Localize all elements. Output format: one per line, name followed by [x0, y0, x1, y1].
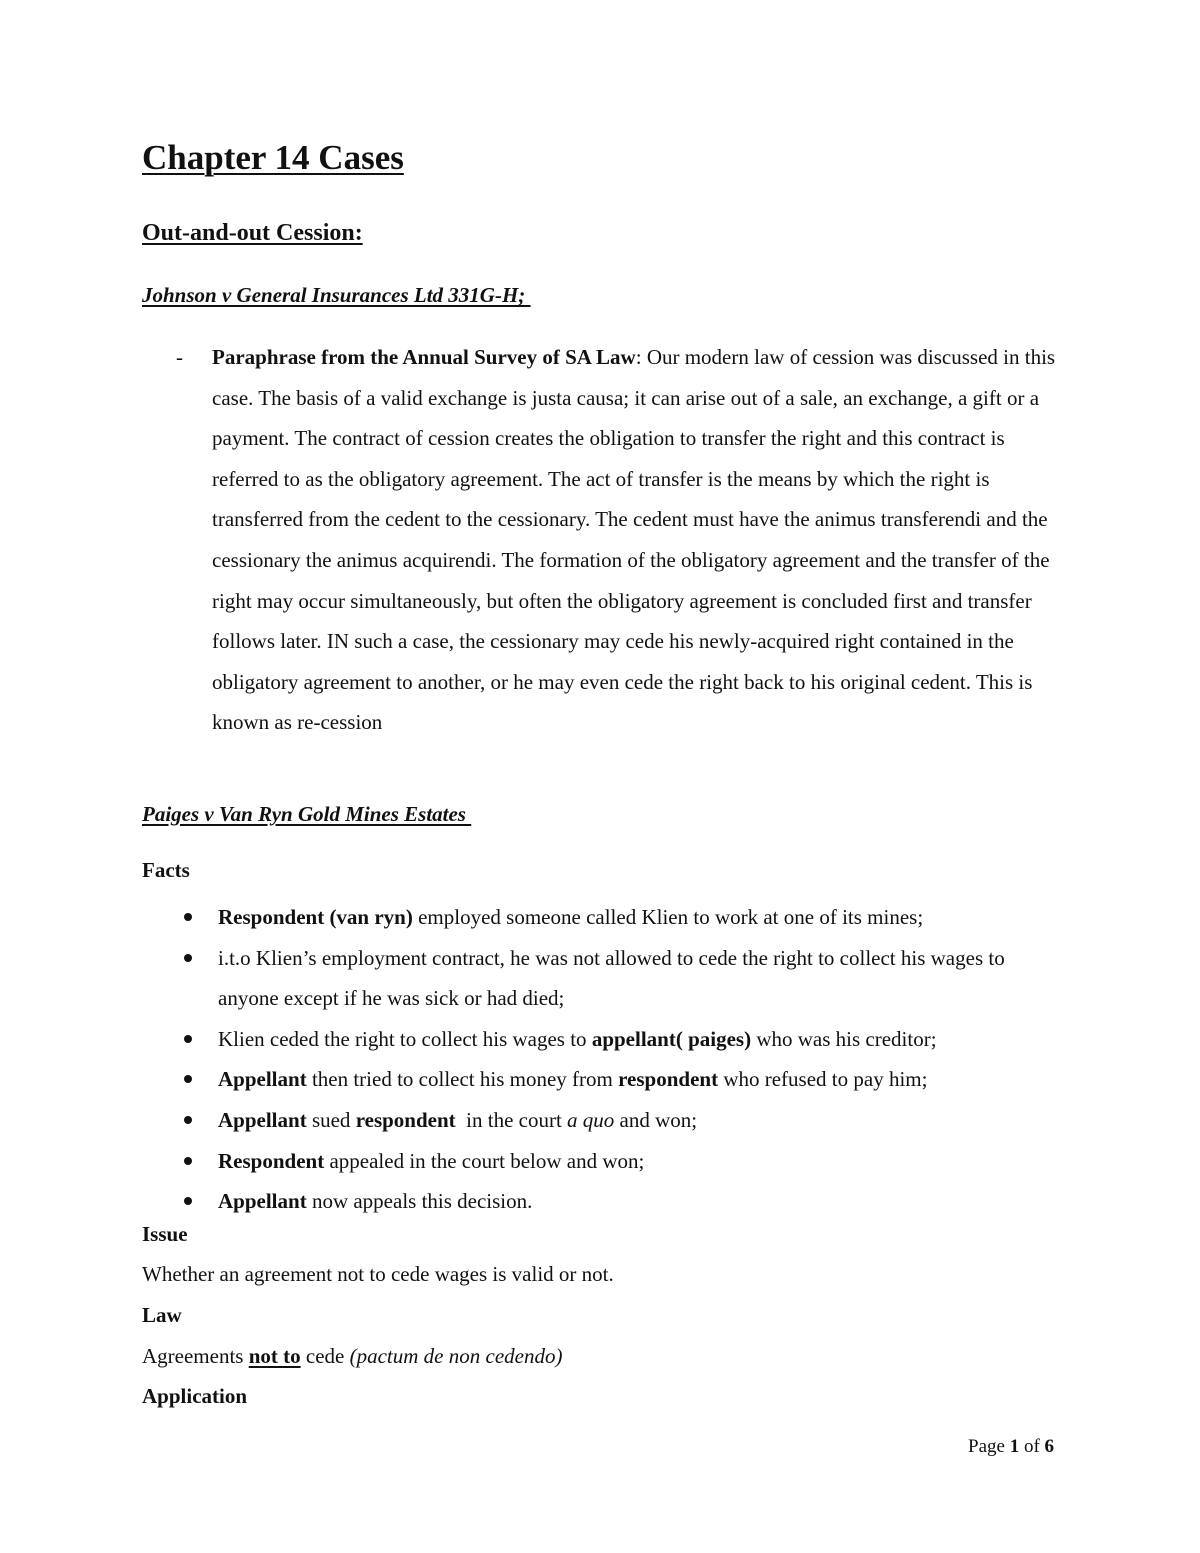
- case-summary-paragraph: [212, 337, 1062, 743]
- bullet-icon: [184, 954, 192, 962]
- page-title: Chapter 14 Cases: [142, 138, 404, 177]
- list-item: Respondent (van ryn) employed someone called Klien to work at one of its mines;: [0, 897, 1038, 938]
- list-item: Appellant sued respondent in the court a quo and won;: [0, 1100, 1038, 1141]
- summary-text: : Our modern law of cession was discussed in this case. The basis of a valid exchange is justa causa; it can arise out of a sale, an exchange, a gift or a payment. The contract of cession creates the obligation to transfer the right and this contract is referred to as the obligatory agreement. The act of transfer is the means by which the right is transferred from the cedent to the cessionary. The cedent must have the animus transferendi and the cessionary the animus acquirendi. The formation of the obligatory agreement and the transfer of the right may occur simultaneously, but often the obligatory agreement is concluded first and transfer follows later. IN such a case, the cessionary may cede his newly-acquired right contained in the obligatory agreement to another, or he may even cede the right back to his original cedent. This is known as re-cession: [212, 345, 1056, 735]
- bullet-icon: [184, 1116, 192, 1124]
- dash-bullet: -: [176, 345, 183, 369]
- bullet-icon: [184, 1035, 192, 1043]
- bullet-icon: [184, 1157, 192, 1165]
- bullet-icon: [184, 913, 192, 921]
- page-number-footer: Page 1 of 6: [968, 1436, 1055, 1457]
- law-emphasis: not to: [248, 1344, 301, 1368]
- facts-label: Facts: [142, 858, 190, 882]
- bullet-icon: [184, 1197, 192, 1205]
- bullet-icon: [184, 1075, 192, 1083]
- case-title-paiges: Paiges v Van Ryn Gold Mines Estates: [142, 802, 472, 826]
- list-item: Appellant now appeals this decision.: [0, 1181, 1038, 1222]
- list-item: i.t.o Klien’s employment contract, he was not allowed to cede the right to collect his wages to anyone except if he was sick or had died;: [0, 938, 1038, 1019]
- case-title-johnson: Johnson v General Insurances Ltd 331G-H;: [142, 283, 531, 307]
- list-item: Appellant then tried to collect his money from respondent who refused to pay him;: [0, 1059, 1038, 1100]
- law-label: Law: [142, 1303, 182, 1327]
- summary-label: Paraphrase from the Annual Survey of SA Law: [212, 345, 636, 369]
- facts-list: [0, 897, 1200, 1222]
- issue-label: Issue: [142, 1222, 188, 1246]
- issue-text: Whether an agreement not to cede wages is valid or not.: [142, 1262, 614, 1286]
- list-item: Klien ceded the right to collect his wages to appellant( paiges) who was his creditor;: [0, 1019, 1038, 1060]
- list-item: Respondent appealed in the court below and won;: [0, 1141, 1038, 1182]
- law-text: Agreements not to cede (pactum de non cedendo): [142, 1344, 563, 1368]
- application-label: Application: [142, 1384, 248, 1408]
- section-heading: Out-and-out Cession:: [142, 220, 363, 246]
